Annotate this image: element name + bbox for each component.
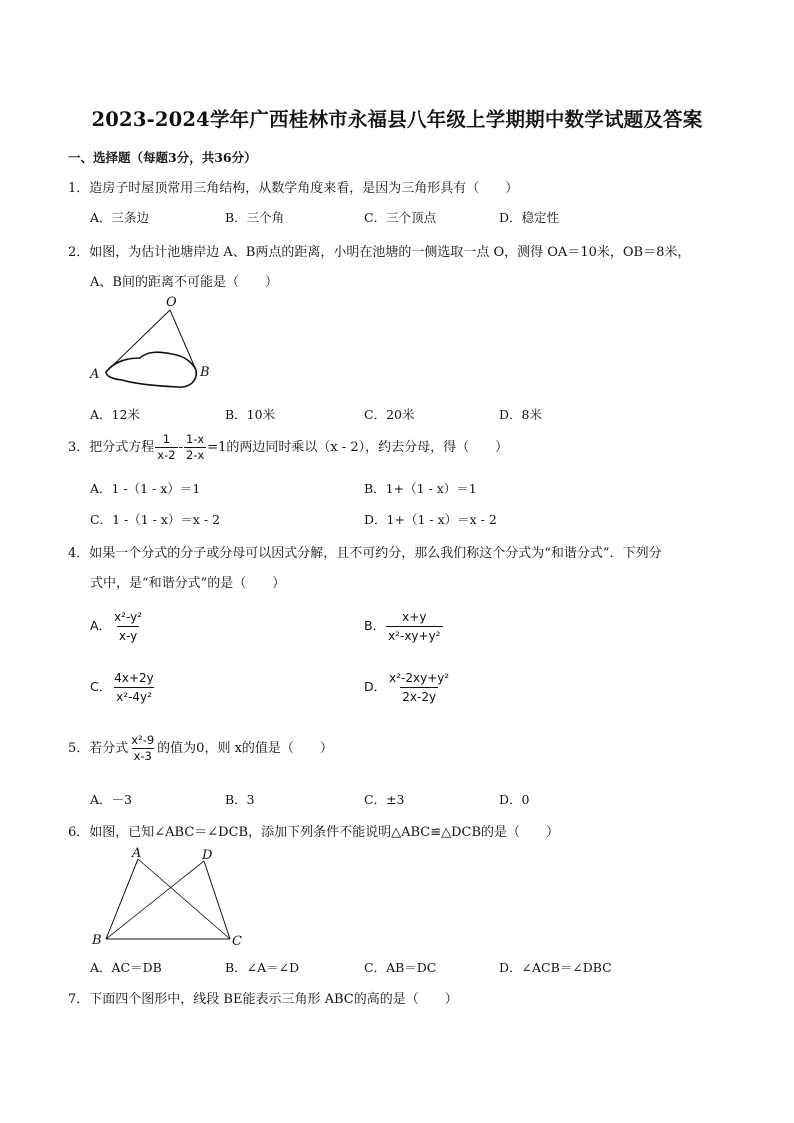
question-2-stem-line2: A、B间的距离不可能是（ ） [90,275,278,290]
segment-db [106,861,204,939]
q2-option-d: D．8米 [499,407,542,422]
q4-option-d-label: D． [364,679,387,694]
q3-option-b: B．1+（1 - x）＝1 [364,481,477,496]
q5-option-d: D．0 [499,792,530,807]
question-4-stem-line2: 式中，是“和谐分式”的是（ ） [90,576,286,591]
q4-option-a [90,608,145,645]
q2-option-a: A．12米 [90,407,140,422]
q3-frac2-numerator: 1-x [185,432,205,446]
question-5-stem [68,733,333,764]
q5-prefix: 5．若分式 [68,741,129,756]
q4-option-b-label: B． [364,618,386,633]
q4-d-denominator: 2x-2y [400,687,438,706]
q5-option-b: B．3 [225,792,255,807]
q2-option-c: C．20米 [364,407,415,422]
q6-option-a: A．AC＝DB [90,960,162,975]
q6-option-d: D．∠ACB＝∠DBC [499,960,612,975]
q5-numerator: x²-9 [131,733,155,747]
q4-option-c-label: C． [90,679,112,694]
q4-option-c [90,669,157,706]
question-7-stem: 7．下面四个图形中，线段 BE能表示三角形 ABC的高的是（ ） [68,992,458,1007]
q5-denominator: x-3 [133,749,152,763]
question-1-stem: 1．造房子时屋顶常用三角结构，从数学角度来看，是因为三角形具有（ ） [68,181,519,196]
q4-option-d [364,669,452,706]
triangle-figure [86,843,256,951]
q3-minus: - [178,440,183,455]
page-title: 2023-2024学年广西桂林市永福县八年级上学期期中数学试题及答案 [91,108,703,131]
q3-suffix: =1的两边同时乘以（x - 2），约去分母，得（ ） [207,440,509,455]
q1-option-d: D．稳定性 [499,210,560,225]
pond-figure [86,292,216,392]
question-6-stem: 6．如图，已知∠ABC＝∠DCB，添加下列条件不能说明△ABC≌△DCB的是（ ） [68,825,560,840]
q3-frac2-denominator: 2-x [185,448,205,462]
q4-a-numerator: x²-y² [114,610,143,624]
q1-option-c: C．三个顶点 [364,210,437,225]
q2-option-b: B．10米 [225,407,276,422]
q4-c-numerator: 4x+2y [114,671,154,685]
question-2-stem-line1: 2．如图，为估计池塘岸边 A、B两点的距离，小明在池塘的一侧选取一点 O，测得 OA＝10米，OB＝8米， [68,245,691,260]
q4-a-denominator: x-y [117,626,139,645]
q4-d-numerator: x²-2xy+y² [389,671,450,685]
q5-option-a: A．－3 [90,792,132,807]
label-a: A [132,846,142,861]
label-d: D [202,848,213,863]
q3-option-c: C．1 -（1 - x）＝x - 2 [90,512,221,527]
q3-fraction-2 [184,432,206,463]
q3-option-a: A．1 -（1 - x）＝1 [90,481,201,496]
q3-option-d: D．1+（1 - x）＝x - 2 [364,512,497,527]
q3-prefix: 3．把分式方程 [68,440,155,455]
q5-suffix: 的值为0，则 x的值是（ ） [157,741,333,756]
segment-oa [106,310,170,372]
q6-option-c: C．AB＝DC [364,960,437,975]
label-a: A [90,367,100,382]
label-b: B [92,933,102,948]
segment-ab [106,859,138,939]
q4-b-denominator: x²-xy+y² [386,626,442,645]
q4-b-numerator: x+y [402,610,427,624]
q1-option-b: B．三个角 [225,210,285,225]
segment-ob [170,310,196,370]
question-4-stem-line1: 4．如果一个分式的分子或分母可以因式分解，且不可约分，那么我们称这个分式为“和谐分式”．下列分 [68,546,662,561]
q5-option-c: C．±3 [364,792,405,807]
q3-frac1-denominator: x-2 [157,448,176,462]
q4-option-b [364,608,444,645]
q4-c-denominator: x²-4y² [114,687,154,706]
label-b: B [200,365,210,380]
label-c: C [232,934,242,949]
q3-frac1-numerator: 1 [162,432,171,446]
label-o: O [166,295,177,310]
q4-option-a-label: A． [90,618,112,633]
section-heading: 一、选择题（每题3分，共36分） [68,150,257,165]
q6-option-b: B．∠A＝∠D [225,960,300,975]
q1-option-a: A．三条边 [90,210,150,225]
pond-outline [106,352,196,387]
q3-fraction-1 [155,432,177,463]
question-3-stem [68,432,508,463]
